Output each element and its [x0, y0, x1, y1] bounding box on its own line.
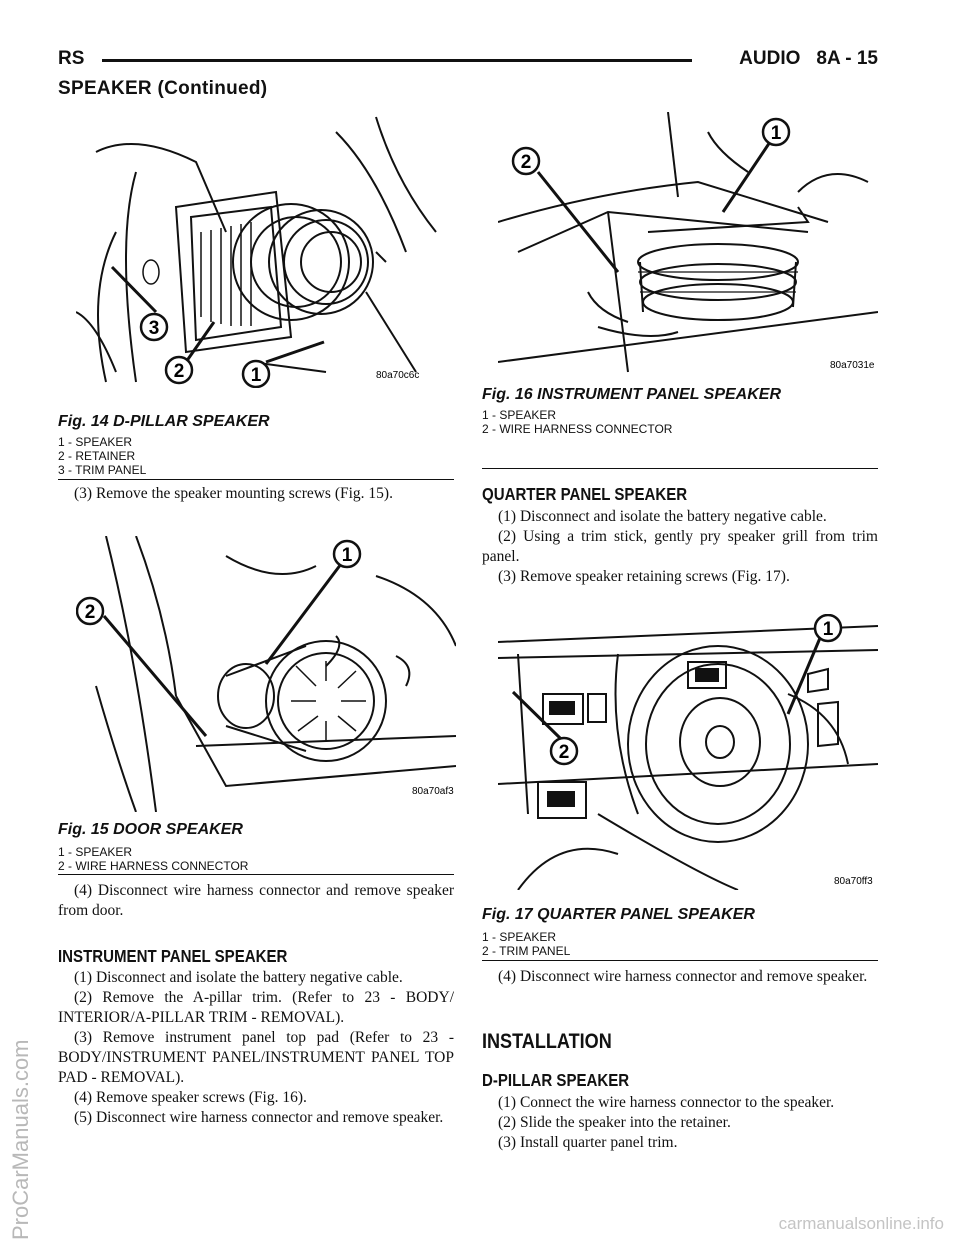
fig16-title: Fig. 16 INSTRUMENT PANEL SPEAKER	[482, 386, 781, 403]
fig15-code: 80a70af3	[412, 786, 454, 797]
installation-heading: INSTALLATION	[482, 1030, 612, 1053]
fig16-callout-2: 2	[520, 152, 532, 173]
fig16-legend-item: 1 - SPEAKER	[482, 408, 557, 422]
fig14-legend	[58, 435, 146, 477]
fig17-illustration	[498, 614, 878, 890]
fig15-illustration	[76, 536, 456, 812]
fig15-legend	[58, 845, 248, 873]
side-watermark: ProCarManuals.com	[8, 1039, 33, 1240]
footer-watermark: carmanualsonline.info	[778, 1214, 944, 1233]
fig14-legend-item: 2 - RETAINER	[58, 449, 136, 463]
fig14-code: 80a70c6c	[376, 370, 420, 381]
fig16-rule	[482, 468, 878, 469]
fig17-title: Fig. 17 QUARTER PANEL SPEAKER	[482, 906, 755, 923]
fig16-code: 80a7031e	[830, 360, 875, 371]
fig15-title: Fig. 15 DOOR SPEAKER	[58, 821, 243, 838]
fig14-callout-3: 3	[148, 318, 160, 339]
header-section: RS	[58, 48, 85, 69]
fig14-illustration	[76, 112, 456, 388]
header-right	[739, 48, 878, 70]
qp-steps: (1) Disconnect and isolate the battery negative cable. (2) Using a trim stick, gently pry speaker grill from trim panel. (3) Remove speaker retaining screws (Fig. 17).	[482, 508, 878, 585]
ip-steps: (1) Disconnect and isolate the battery negative cable. (2) Remove the A-pillar trim. (Refer to 23 - BODY/ INTERIOR/A-PILLAR TRIM - REMOVAL). (3) Remove instrument panel top pad (Refer to 23 - BODY/INSTRUMENT PANEL/INSTRUMENT PANEL TOP PAD - REMOVAL). (4) Remove speaker screws (Fig. 16). (5) Disconnect wire harness connector and remove speaker.	[58, 969, 454, 1126]
dp-steps: (1) Connect the wire harness connector to the speaker. (2) Slide the speaker into the retainer. (3) Install quarter panel trim.	[498, 1094, 835, 1151]
fig14-callout-2: 2	[173, 361, 185, 382]
fig17-legend	[482, 930, 570, 958]
left-step4: (4) Disconnect wire harness connector and remove speaker from door.	[58, 882, 454, 919]
fig15-rule	[58, 874, 454, 875]
fig14-legend-item: 1 - SPEAKER	[58, 435, 133, 449]
continued-title: SPEAKER (Continued)	[58, 78, 268, 99]
qp-step4: (4) Disconnect wire harness connector and remove speaker.	[498, 968, 868, 985]
left-step3: (3) Remove the speaker mounting screws (Fig. 15).	[74, 485, 393, 502]
fig15-legend-item: 1 - SPEAKER	[58, 845, 133, 859]
fig14-title: Fig. 14 D-PILLAR SPEAKER	[58, 413, 270, 430]
qp-heading: QUARTER PANEL SPEAKER	[482, 484, 688, 504]
ip-heading: INSTRUMENT PANEL SPEAKER	[58, 946, 288, 966]
fig16-illustration	[498, 112, 878, 388]
fig14-rule	[58, 479, 454, 480]
fig17-legend-item: 2 - TRIM PANEL	[482, 944, 571, 958]
dp-heading: D-PILLAR SPEAKER	[482, 1070, 630, 1090]
fig17-rule	[482, 960, 878, 961]
fig17-legend-item: 1 - SPEAKER	[482, 930, 557, 944]
fig16-legend	[482, 408, 672, 436]
fig14-legend-item: 3 - TRIM PANEL	[58, 463, 147, 477]
fig15-legend-item: 2 - WIRE HARNESS CONNECTOR	[58, 859, 249, 873]
header-page: 8A - 15	[816, 48, 878, 69]
fig15-callout-2: 2	[84, 602, 96, 623]
fig17-callout-1: 1	[822, 619, 834, 640]
fig15-callout-1: 1	[341, 545, 353, 566]
header-rule	[102, 59, 692, 62]
fig17-callout-2: 2	[558, 742, 570, 763]
fig16-legend-item: 2 - WIRE HARNESS CONNECTOR	[482, 422, 673, 436]
fig14-callout-1: 1	[250, 365, 262, 386]
header-chapter: AUDIO	[739, 48, 801, 69]
fig16-callout-1: 1	[770, 123, 782, 144]
fig17-code: 80a70ff3	[834, 876, 873, 887]
